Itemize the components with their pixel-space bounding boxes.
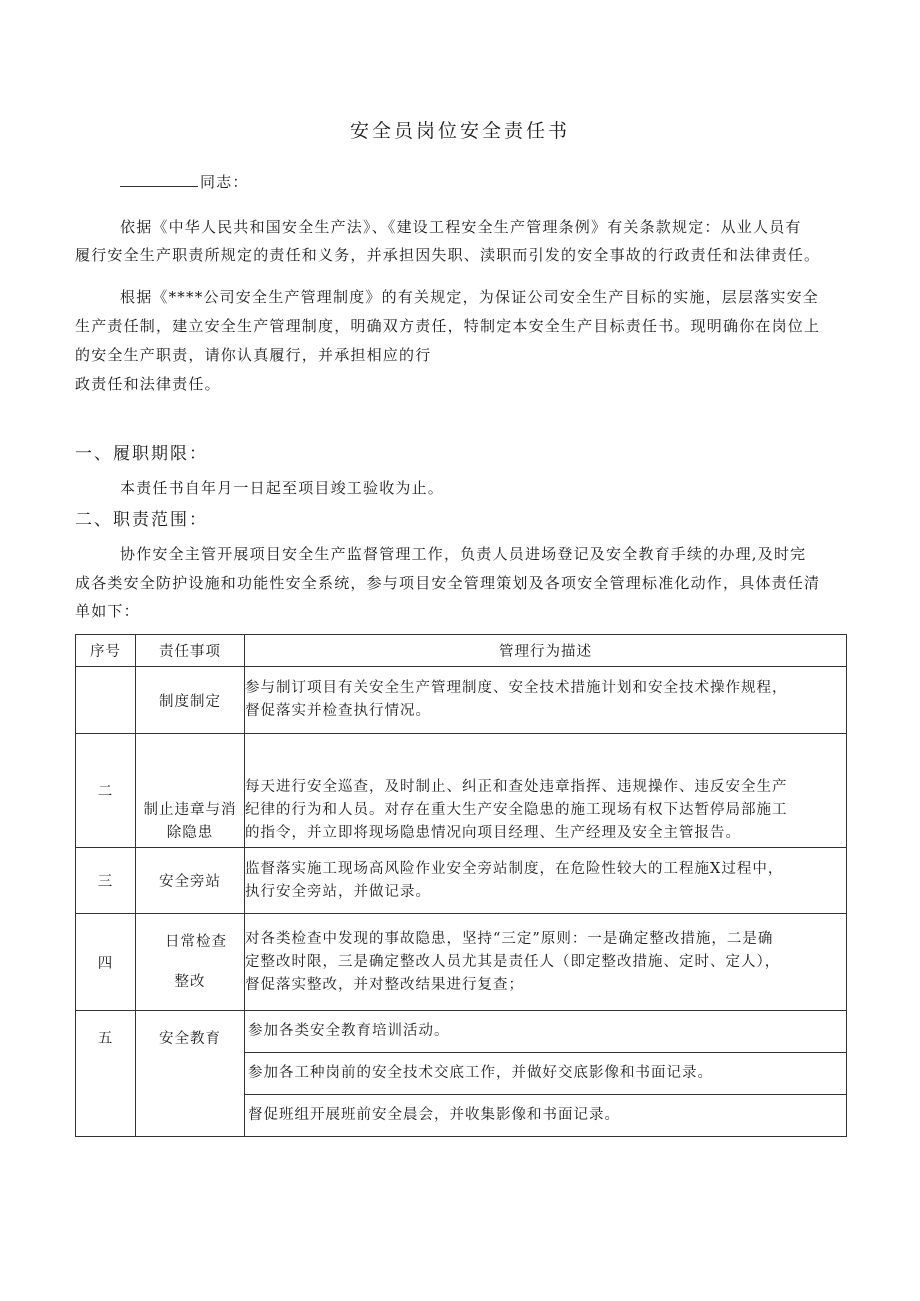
desc-line: 督促班组开展班前安全晨会，并收集影像和书面记录。 [245, 1094, 846, 1136]
row-desc [245, 734, 847, 848]
salutation-line [120, 172, 249, 192]
desc-line: 参加各工种岗前的安全技术交底工作，并做好交底影像和书面记录。 [245, 1052, 846, 1094]
section1-text: 本责任书自年月一日起至项目竣工验收为止。 [120, 479, 445, 497]
name-blank[interactable] [120, 172, 198, 187]
row-item: 安全教育 [136, 1011, 245, 1137]
row-no: 三 [76, 848, 136, 914]
desc-line: 每天进行安全巡查，及时制止、纠正和查处违章指挥、违规操作、违反安全生产 [245, 779, 788, 795]
para1-line-1: 依据《中华人民共和国安全生产法》、《建设工程安全生产管理条例》有关条款规定：从业人员有 [120, 218, 802, 236]
para2-line-2: 生产责任制，建立安全生产管理制度，明确双方责任，特制定本安全生产目标责任书。现明确你在岗位上 [75, 317, 821, 335]
table-row [76, 1011, 847, 1137]
desc-line: 监督落实施工现场高风险作业安全旁站制度，在危险性较大的工程施X过程中， [245, 860, 784, 877]
desc-line: 督促落实并检查执行情况。 [245, 703, 431, 719]
section2-heading: 二、职责范围： [75, 510, 208, 530]
table-row [76, 914, 847, 1011]
row-no: 四 [76, 914, 136, 1011]
row-no [76, 667, 136, 734]
section2-line-2: 成各类安全防护设施和功能性安全系统，参与项目安全管理策划及各项安全管理标准化动作，具体责任清 [75, 574, 821, 592]
row-desc [245, 1011, 847, 1137]
para2-line-4: 政责任和法律责任。 [75, 375, 221, 393]
desc-line: 参加各类安全教育培训活动。 [248, 1023, 450, 1039]
table-row [76, 667, 847, 734]
row-item [136, 734, 245, 848]
para2-line-3: 的安全生产职责，请你认真履行，并承担相应的行 [75, 346, 432, 364]
para1-line-2: 履行安全生产职责所规定的责任和义务，并承担因失职、渎职而引发的安全事故的行政责任和法律责任。 [75, 246, 821, 264]
section2-line-1: 协作安全主管开展项目安全生产监督管理工作，负责人员进场登记及安全教育手续的办理,及时完 [120, 545, 807, 563]
item-line: 制止违章与消除隐患 [143, 802, 237, 841]
desc-line: 定整改时限，三是确定整改人员尤其是责任人（即定整改措施、定时、定人）， [245, 953, 781, 970]
item-line: 日常检查 [165, 934, 227, 950]
row-item [136, 914, 245, 1011]
table-header-row [76, 635, 847, 667]
document-title: 安全员岗位安全责任书 [349, 120, 570, 142]
row-desc [245, 848, 847, 914]
row-desc [245, 667, 847, 734]
desc-line: 纪律的行为和人员。对存在重大生产安全隐患的施工现场有权下达暂停局部施工 [245, 802, 788, 818]
desc-line: 参与制订项目有关安全生产管理制度、安全技术措施计划和安全技术操作规程， [245, 680, 788, 696]
section1-heading: 一、履职期限： [75, 444, 208, 464]
para2-line-1: 根据《****公司安全生产管理制度》的有关规定，为保证公司安全生产目标的实施，层层落实安全 [120, 288, 820, 306]
header-item: 责任事项 [136, 635, 245, 667]
desc-line: 对各类检查中发现的事故隐患，坚持“三定”原则：一是确定整改措施，二是确 [245, 930, 774, 947]
table-row [76, 848, 847, 914]
desc-line: 执行安全旁站，并做记录。 [245, 883, 431, 900]
row-desc [245, 914, 847, 1011]
row-item: 制度制定 [136, 667, 245, 734]
row-no: 二 [76, 734, 136, 848]
section2-line-3: 单如下： [75, 602, 140, 620]
desc-line: 的指令，并立即将现场隐患情况向项目经理、生产经理及安全主管报告。 [245, 825, 741, 841]
row-item: 安全旁站 [136, 848, 245, 914]
row-no: 五 [76, 1011, 136, 1137]
table-row [76, 734, 847, 848]
header-no: 序号 [76, 635, 136, 667]
responsibility-table [75, 634, 847, 1137]
salutation: 同志： [200, 173, 249, 191]
header-desc: 管理行为描述 [245, 635, 847, 667]
desc-line: 督促落实整改，并对整改结果进行复查； [245, 976, 524, 993]
item-line: 整改 [174, 974, 206, 990]
